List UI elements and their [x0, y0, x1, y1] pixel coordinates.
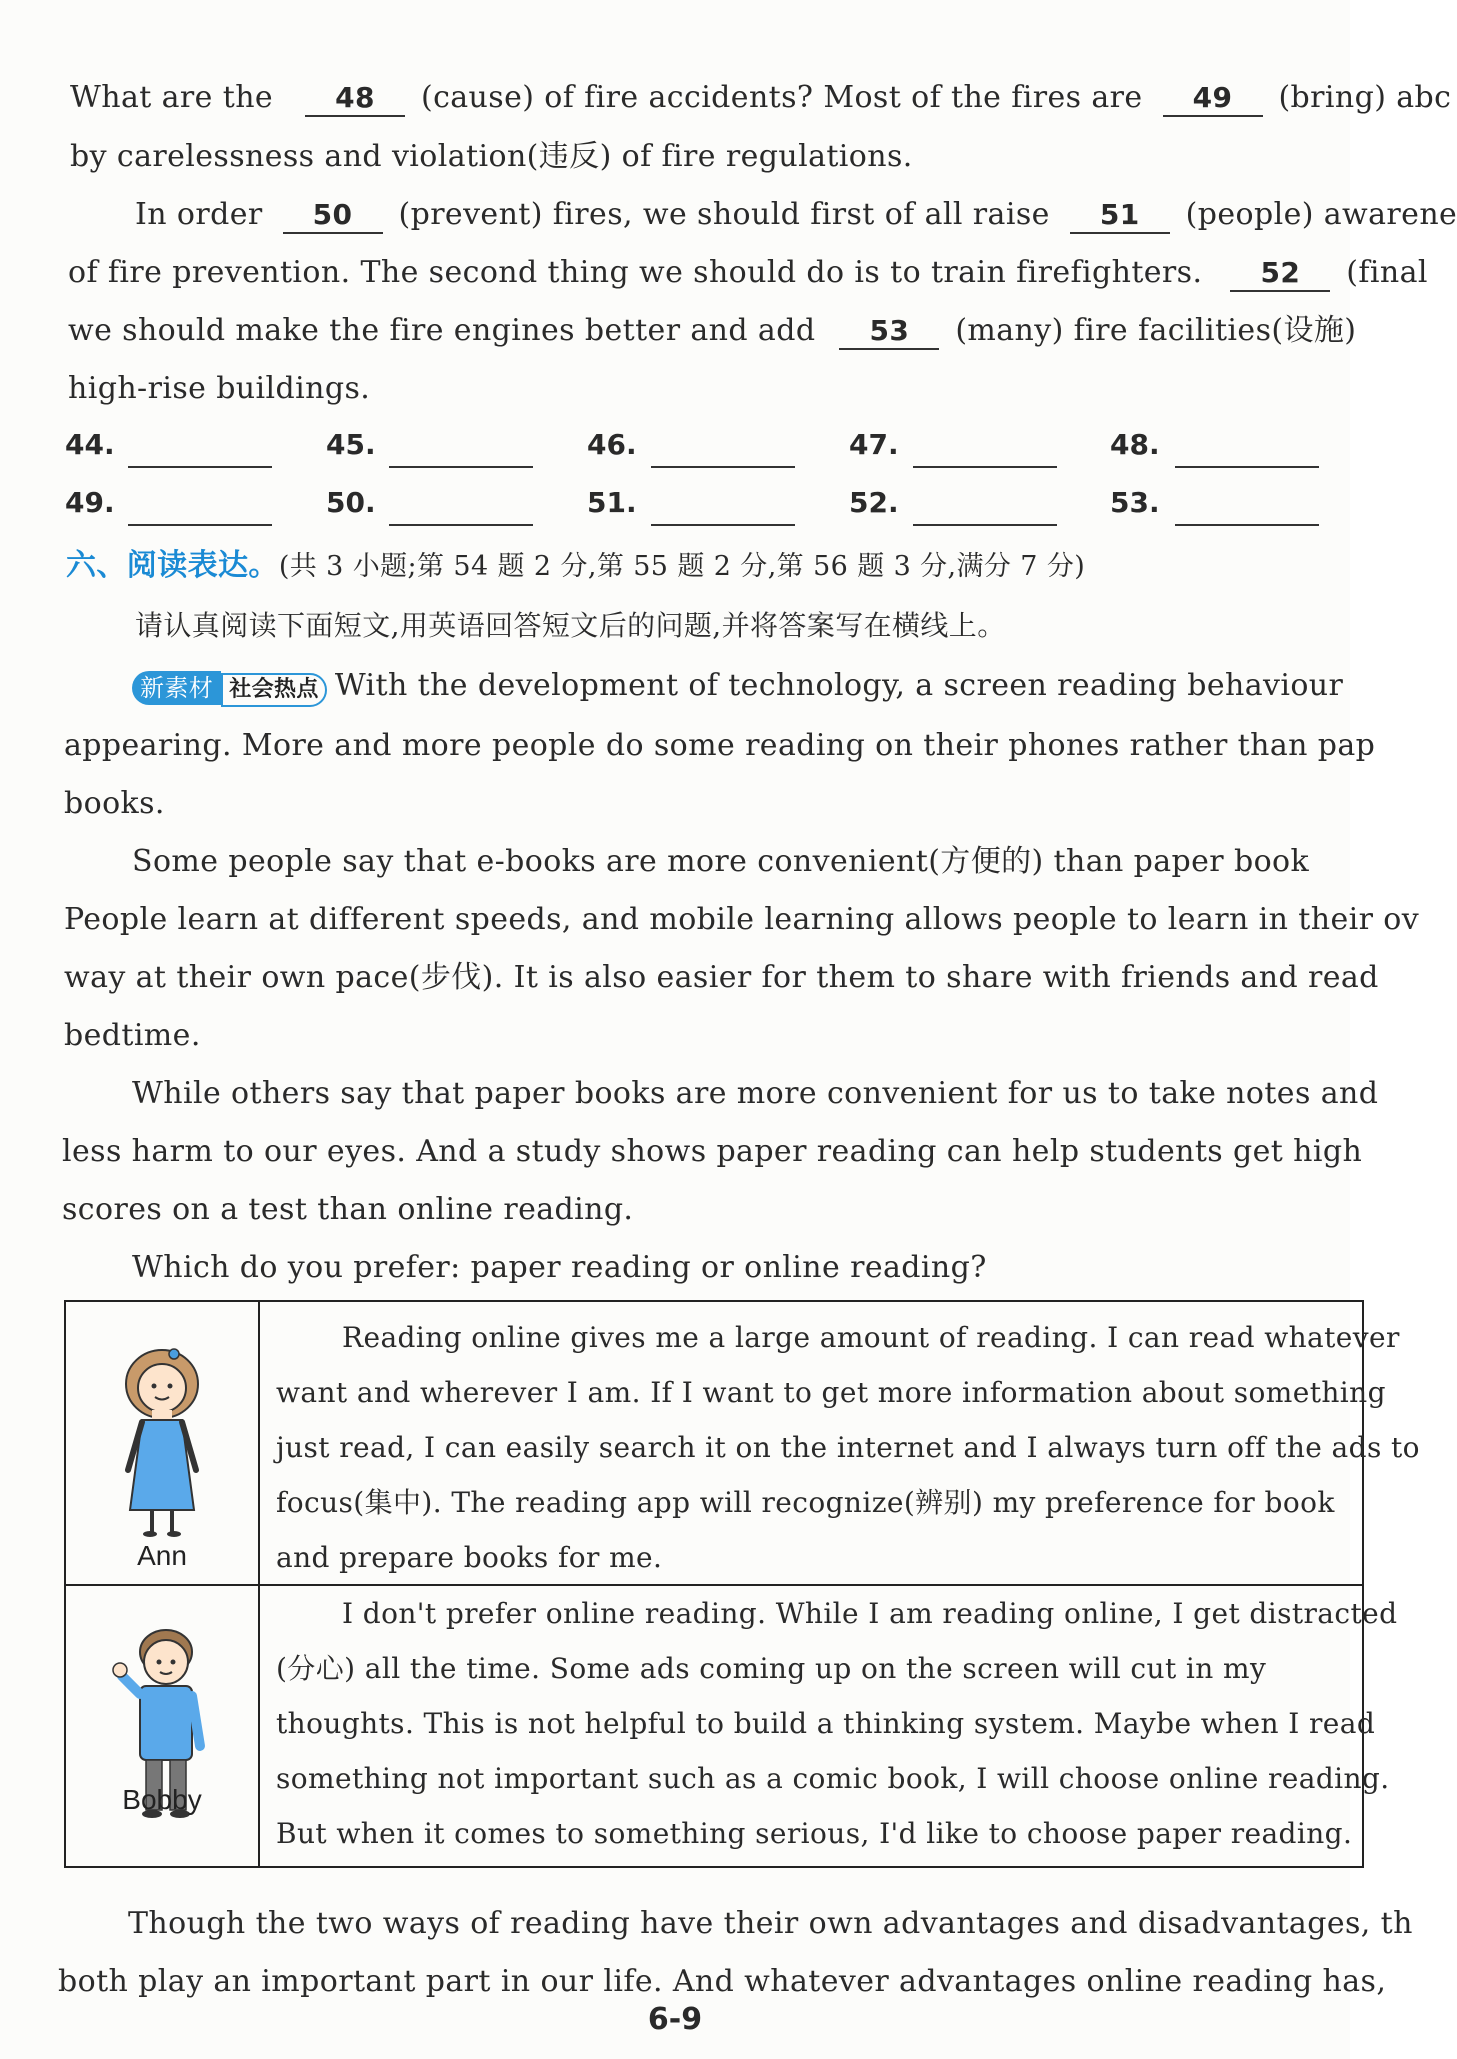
answer-line[interactable]: [651, 524, 795, 526]
answer-line[interactable]: [389, 524, 533, 526]
passage2-line-2: appearing. More and more people do some reading on their phones rather than pap: [64, 728, 1376, 763]
answer-number: 49.: [65, 486, 115, 519]
blank-50: 50: [283, 198, 383, 234]
passage2-line-8: While others say that paper books are more convenient for us to take notes and: [132, 1076, 1379, 1111]
topic-tag: [132, 670, 327, 704]
passage2-line-6: way at their own pace(步伐). It is also easier for them to share with friends and read: [64, 960, 1379, 995]
section6-instruction: 请认真阅读下面短文,用英语回答短文后的问题,并将答案写在横线上。: [135, 609, 1006, 642]
bobby-text-line: I don't prefer online reading. While I am reading online, I get distracted: [342, 1597, 1398, 1630]
text: (bring) abc: [1278, 80, 1452, 115]
passage1-line-4: [68, 253, 1428, 293]
person-name-ann: Ann: [137, 1540, 187, 1571]
ann-text-line: want and wherever I am. If I want to get more information about something: [276, 1376, 1386, 1409]
answer-number: 47.: [849, 428, 899, 461]
bobby-cell: [66, 1586, 260, 1866]
passage1-line-3: [135, 195, 1457, 235]
answer-line[interactable]: [913, 466, 1057, 468]
person-name-bobby: Bobby: [122, 1784, 202, 1815]
bobby-text-line: But when it comes to something serious, I'd like to choose paper reading.: [276, 1817, 1353, 1850]
text: (people) awarene: [1185, 197, 1457, 232]
passage2-line-9: less harm to our eyes. And a study shows paper reading can help students get high: [62, 1134, 1363, 1169]
blank-53: 53: [839, 314, 939, 350]
text: of fire prevention. The second thing we should do is to train firefighters.: [68, 255, 1203, 290]
text: What are the: [70, 80, 274, 115]
answer-line[interactable]: [1175, 466, 1319, 468]
table-row-ann: [66, 1302, 1420, 1586]
bobby-text-line: something not important such as a comic book, I will choose online reading.: [276, 1762, 1390, 1795]
section6-heading-line: [66, 546, 1085, 587]
passage1-line-6: high-rise buildings.: [68, 371, 371, 406]
section-heading: 六、阅读表达。: [66, 548, 279, 583]
opinion-table: [64, 1300, 1420, 1868]
text: (final: [1346, 255, 1428, 290]
answer-number: 52.: [849, 486, 899, 519]
passage1-line-1: [70, 78, 1451, 118]
passage2-line-10: scores on a test than online reading.: [62, 1192, 634, 1227]
text: (cause) of fire accidents? Most of the fires are: [420, 80, 1143, 115]
passage1-line-2: by carelessness and violation(违反) of fire regulations.: [70, 139, 913, 174]
answer-line[interactable]: [128, 524, 272, 526]
section-scoring: (共 3 小题;第 54 题 2 分,第 55 题 2 分,第 56 题 3 分,满分 7 分): [278, 551, 1086, 582]
girl-illustration: [66, 1342, 258, 1572]
answer-line[interactable]: [913, 524, 1057, 526]
blank-51: 51: [1070, 198, 1170, 234]
answer-number: 48.: [1110, 428, 1160, 461]
text: (many) fire facilities(设施): [955, 313, 1357, 348]
tag-new-material: 新素材: [132, 671, 221, 705]
bobby-text-line: (分心) all the time. Some ads coming up on the screen will cut in my: [276, 1652, 1267, 1685]
blank-52: 52: [1230, 256, 1330, 292]
passage1-line-5: [68, 311, 1356, 351]
passage2-line-4: Some people say that e-books are more convenient(方便的) than paper book: [132, 844, 1310, 879]
ann-text-line: just read, I can easily search it on the internet and I always turn off the ads to: [276, 1431, 1420, 1464]
answer-number: 50.: [326, 486, 376, 519]
table-row-bobby: [66, 1586, 1398, 1866]
ann-cell: [66, 1302, 260, 1584]
answer-number: 45.: [326, 428, 376, 461]
text: With the development of technology, a screen reading behaviour: [334, 668, 1344, 703]
text: In order: [135, 197, 263, 232]
answer-number: 44.: [65, 428, 115, 461]
ann-text-line: focus(集中). The reading app will recognize(辨别) my preference for book: [276, 1486, 1335, 1519]
passage2-line-7: bedtime.: [64, 1018, 201, 1053]
answer-line[interactable]: [651, 466, 795, 468]
tag-topic: 社会热点: [221, 673, 327, 707]
ann-text-line: Reading online gives me a large amount of reading. I can read whatever: [342, 1321, 1400, 1354]
bobby-text-line: thoughts. This is not helpful to build a thinking system. Maybe when I read: [276, 1707, 1376, 1740]
answer-line[interactable]: [1175, 524, 1319, 526]
blank-49: 49: [1163, 81, 1263, 117]
answer-number: 46.: [587, 428, 637, 461]
blank-48: 48: [305, 81, 405, 117]
passage2-line-1: [132, 666, 1343, 706]
passage2-line-5: People learn at different speeds, and mobile learning allows people to learn in their ov: [64, 902, 1420, 937]
text: we should make the fire engines better and add: [68, 313, 816, 348]
passage2-line-3: books.: [64, 786, 165, 821]
page-number: 6-9: [647, 2002, 703, 2037]
text: (prevent) fires, we should first of all raise: [398, 197, 1050, 232]
ann-text-line: and prepare books for me.: [276, 1541, 663, 1574]
passage2-line-11: Which do you prefer: paper reading or online reading?: [132, 1250, 987, 1285]
answer-number: 51.: [587, 486, 637, 519]
answer-number: 53.: [1110, 486, 1160, 519]
passage3-line-1: Though the two ways of reading have their own advantages and disadvantages, th: [128, 1906, 1413, 1941]
answer-line[interactable]: [389, 466, 533, 468]
passage3-line-2: both play an important part in our life. And whatever advantages online reading has,: [58, 1964, 1387, 1999]
answer-line[interactable]: [128, 466, 272, 468]
